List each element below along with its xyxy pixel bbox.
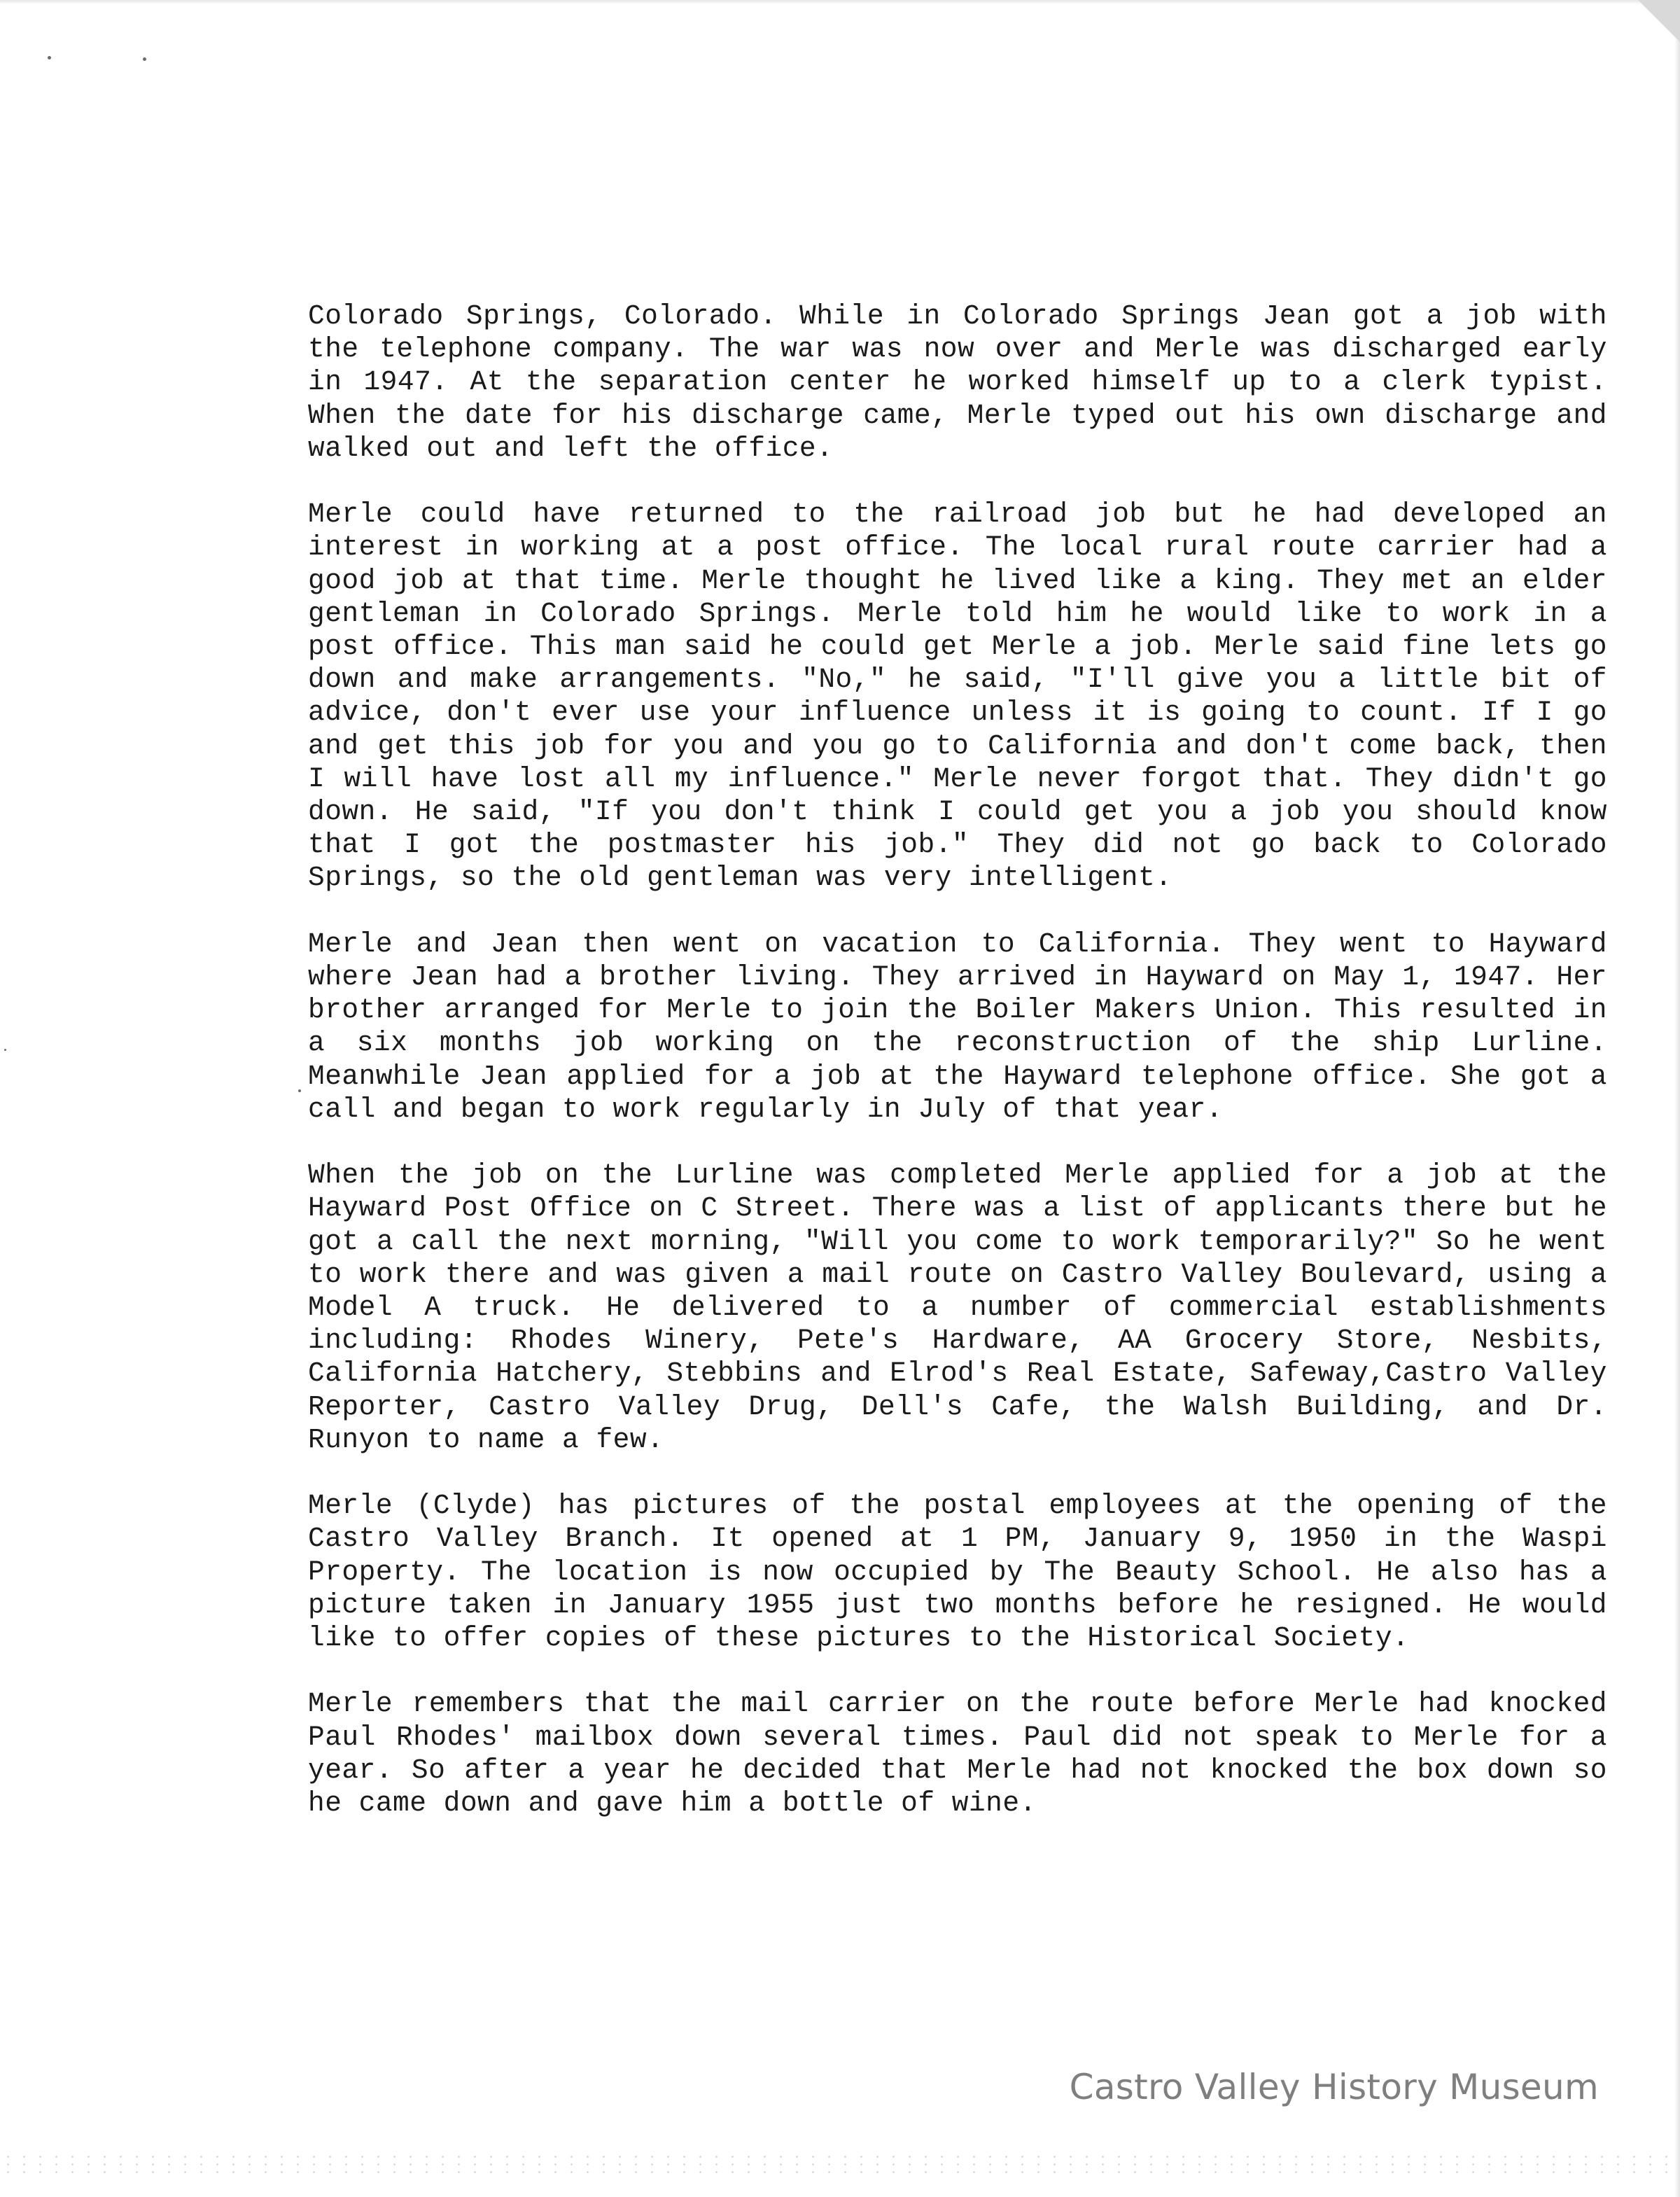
scan-speck (4, 1049, 6, 1051)
paragraph: Colorado Springs, Colorado. While in Colorado Springs Jean got a job with the telephone company. The war was now over and Merle was discharged early in 1947. At the separation center he worked himself up to a clerk typist. When the date for his discharge came, Merle typed out his own discharge and walked out and left the office. (308, 300, 1607, 464)
museum-watermark: Castro Valley History Museum (1069, 2067, 1599, 2107)
scan-noise-strip (0, 2153, 1680, 2174)
page-top-edge (0, 0, 1680, 4)
scan-speck (298, 1089, 301, 1092)
page-corner-fold (1638, 0, 1680, 42)
document-body (308, 300, 1607, 1853)
paragraph: Merle could have returned to the railroad job but he had developed an interest in working at a post office. The local rural route carrier had a good job at that time. Merle thought he lived like a king. They met an elder gentleman in Colorado Springs. Merle told him he would like to work in a post office. This man said he could get Merle a job. Merle said fine lets go down and make arrangements. "No," he said, "I'll give you a little bit of advice, don't ever use your influence unless it is going to count. If I go and get this job for you and you go to California and don't come back, then I will have lost all my influence." Merle never forgot that. They didn't go down. He said, "If you don't think I could get you a job you should know that I got the postmaster his job." They did not go back to Colorado Springs, so the old gentleman was very intelligent. (308, 498, 1607, 894)
paragraph: Merle remembers that the mail carrier on the route before Merle had knocked Paul Rhodes' mailbox down several times. Paul did not speak to Merle for a year. So after a year he decided that Merle had not knocked the box down so he came down and gave him a bottle of wine. (308, 1688, 1607, 1820)
page-right-edge (1674, 0, 1680, 2197)
paragraph: Merle (Clyde) has pictures of the postal employees at the opening of the Castro Valley Branch. It opened at 1 PM, January 9, 1950 in the Waspi Property. The location is now occupied by The Beauty School. He also has a picture taken in January 1955 just two months before he resigned. He would like to offer copies of these pictures to the Historical Society. (308, 1490, 1607, 1654)
paragraph: When the job on the Lurline was completed Merle applied for a job at the Hayward Post Office on C Street. There was a list of applicants there but he got a call the next morning, "Will you come to work temporarily?" So he went to work there and was given a mail route on Castro Valley Boulevard, using a Model A truck. He delivered to a number of commercial establishments including: Rhodes Winery, Pete's Hardware, AA Grocery Store, Nesbits, California Hatchery, Stebbins and Elrod's Real Estate, Safeway,Castro Valley Reporter, Castro Valley Drug, Dell's Cafe, the Walsh Building, and Dr. Runyon to name a few. (308, 1159, 1607, 1456)
paragraph: Merle and Jean then went on vacation to California. They went to Hayward where Jean had a brother living. They arrived in Hayward on May 1, 1947. Her brother arranged for Merle to join the Boiler Makers Union. This resulted in a six months job working on the reconstruction of the ship Lurline. Meanwhile Jean applied for a job at the Hayward telephone office. She got a call and began to work regularly in July of that year. (308, 928, 1607, 1125)
scan-speck (143, 57, 146, 61)
scan-speck (48, 56, 51, 60)
